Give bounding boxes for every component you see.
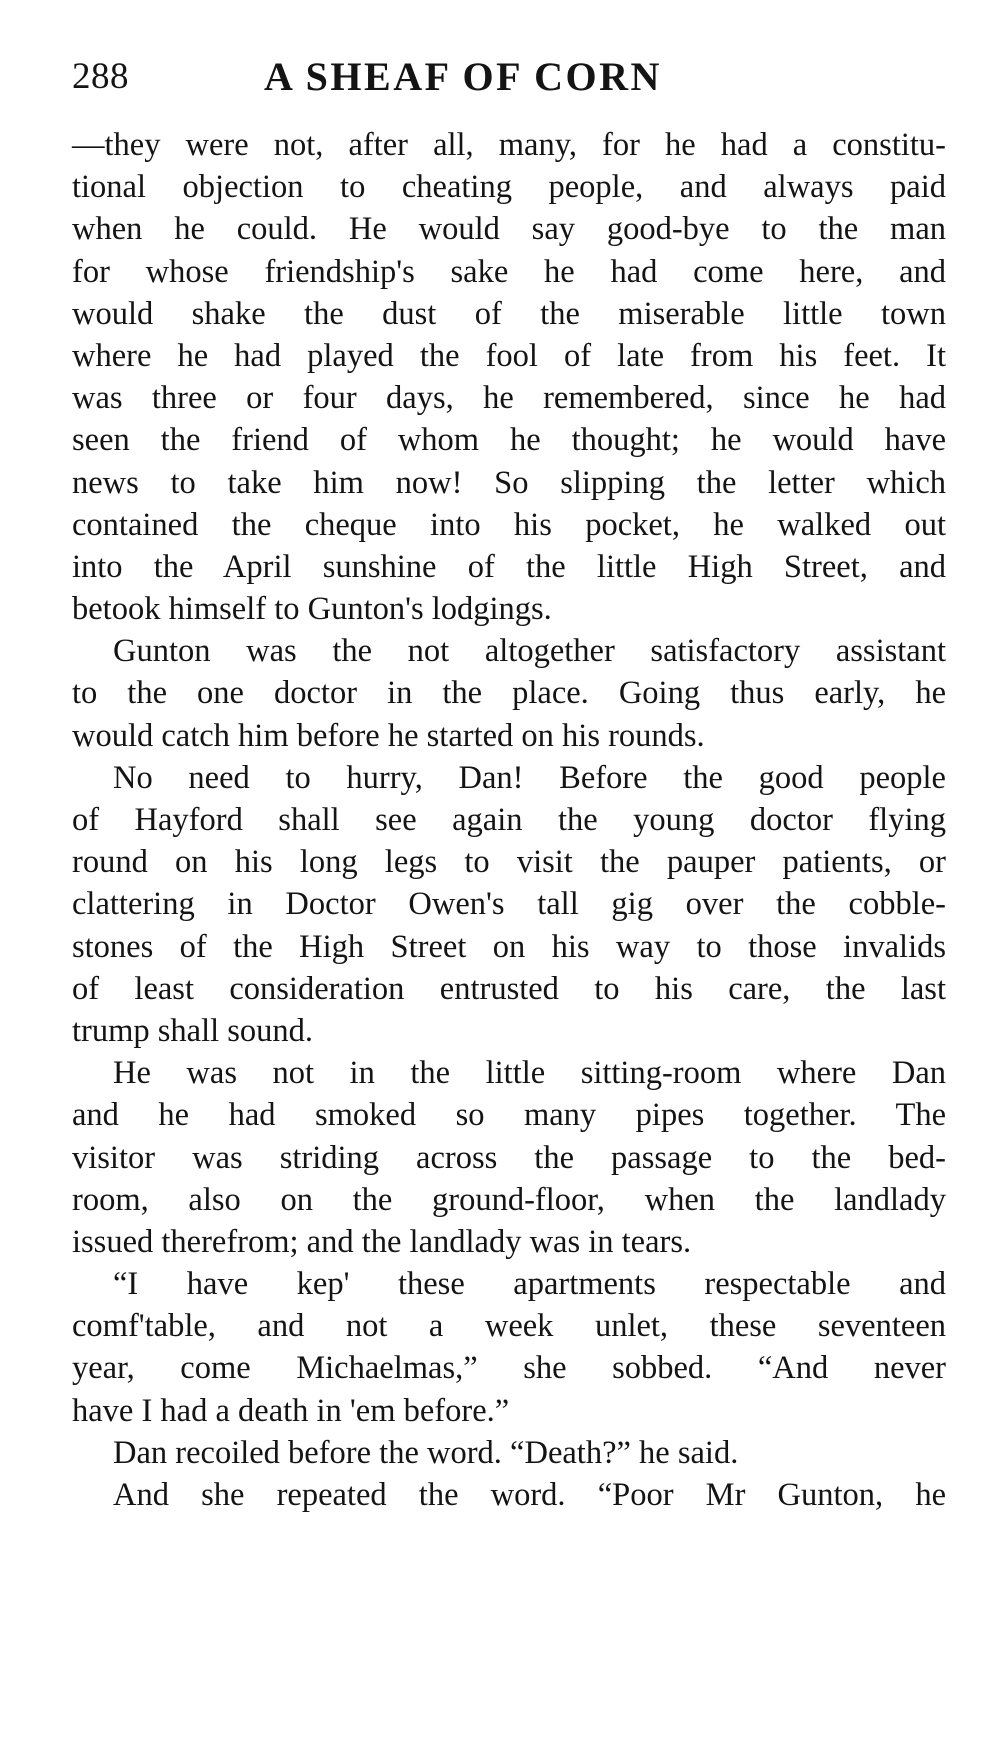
- text-line: news to take him now! So slipping the letter which: [72, 464, 946, 501]
- paragraph: [72, 757, 946, 1052]
- text-line: issued therefrom; and the landlady was in tears.: [72, 1223, 692, 1260]
- text-line: of Hayford shall see again the young doctor flying: [72, 802, 946, 838]
- text-line: would shake the dust of the miserable little town: [72, 295, 946, 332]
- page-number: 288: [72, 56, 129, 97]
- text-line: betook himself to Gunton's lodgings.: [72, 591, 552, 628]
- text-line: seen the friend of whom he thought; he would have: [72, 422, 946, 459]
- text-line: visitor was striding across the passage to the bed-: [72, 1139, 946, 1176]
- text-line: round on his long legs to visit the pauper patients, or: [72, 844, 946, 881]
- text-line: when he could. He would say good-bye to the man: [72, 211, 946, 248]
- text-line: —they were not, after all, many, for he had a constitu-: [72, 127, 946, 163]
- text-line: and he had smoked so many pipes together. The: [72, 1097, 946, 1134]
- paragraph: [72, 1432, 946, 1474]
- text-line: into the April sunshine of the little High Street, and: [72, 548, 946, 585]
- running-title: A SHEAF OF CORN: [264, 54, 662, 99]
- text-line: stones of the High Street on his way to those invalids: [72, 928, 946, 965]
- text-line: would catch him before he started on his rounds.: [72, 717, 705, 754]
- paragraph: [72, 124, 946, 630]
- text-line: room, also on the ground-floor, when the landlady: [72, 1181, 946, 1218]
- text-line: Dan recoiled before the word. “Death?” he said.: [113, 1434, 739, 1471]
- text-line: No need to hurry, Dan! Before the good people: [113, 759, 946, 796]
- page-header: [72, 52, 872, 102]
- paragraph: [72, 1263, 946, 1432]
- paragraph: [72, 1052, 946, 1263]
- text-line: tional objection to cheating people, and always paid: [72, 169, 946, 206]
- text-line: year, come Michaelmas,” she sobbed. “And never: [72, 1350, 946, 1387]
- text-line: comf'table, and not a week unlet, these seventeen: [72, 1308, 946, 1345]
- text-line: And she repeated the word. “Poor Mr Gunton, he: [113, 1477, 946, 1513]
- text-line: contained the cheque into his pocket, he walked out: [72, 506, 946, 543]
- text-line: clattering in Doctor Owen's tall gig over the cobble-: [72, 886, 946, 923]
- body-text: [72, 124, 946, 1516]
- text-line: to the one doctor in the place. Going thus early, he: [72, 675, 946, 712]
- text-line: have I had a death in 'em before.”: [72, 1392, 510, 1429]
- text-line: “I have kep' these apartments respectable and: [113, 1266, 946, 1303]
- text-line: of least consideration entrusted to his care, the last: [72, 970, 946, 1007]
- text-line: was three or four days, he remembered, since he had: [72, 380, 946, 417]
- text-line: Gunton was the not altogether satisfactory assistant: [113, 633, 946, 670]
- paragraph: [72, 630, 946, 757]
- text-line: where he had played the fool of late from his feet. It: [72, 337, 946, 374]
- text-line: He was not in the little sitting-room where Dan: [113, 1055, 946, 1092]
- text-line: trump shall sound.: [72, 1012, 314, 1049]
- paragraph: [72, 1474, 946, 1516]
- text-line: for whose friendship's sake he had come here, and: [72, 253, 946, 290]
